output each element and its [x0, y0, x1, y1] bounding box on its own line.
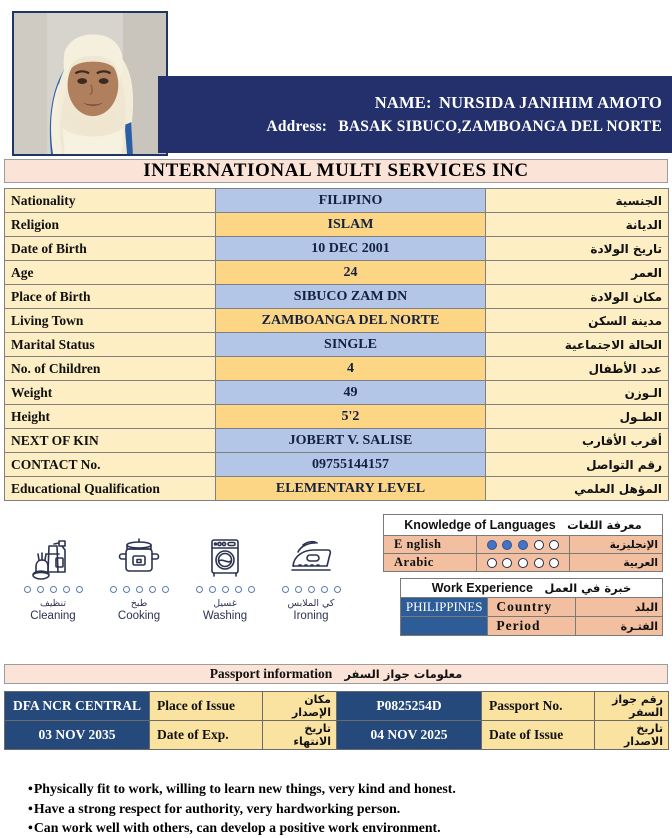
company-title-banner	[4, 159, 668, 183]
language-row	[384, 554, 663, 572]
info-value: FILIPINO	[216, 189, 486, 213]
skill-rating-dot[interactable]	[136, 586, 143, 593]
avatar	[12, 11, 168, 156]
work-experience-table	[400, 578, 663, 636]
skill-label-arabic: طبخ	[130, 598, 148, 609]
language-rating-dot[interactable]	[502, 540, 512, 550]
passport-key-right-arabic: رقم جواز السفر	[595, 692, 669, 721]
skills-section	[8, 528, 368, 633]
work-title-ar: خبرة في العمل	[544, 581, 632, 595]
info-label-arabic: عدد الأطفال	[486, 357, 669, 381]
info-value: ISLAM	[216, 213, 486, 237]
info-label: Living Town	[5, 309, 216, 333]
language-name-arabic: العربية	[570, 554, 663, 572]
skill-label-english: Cooking	[117, 610, 161, 622]
skill-rating-dot[interactable]	[222, 586, 229, 593]
passport-title-en: Passport information	[209, 666, 333, 681]
passport-key-right-arabic: تاريخ الاصدار	[595, 721, 669, 750]
work-key: Country	[488, 598, 575, 617]
skill-rating-dot[interactable]	[248, 586, 255, 593]
info-value: JOBERT V. SALISE	[216, 429, 486, 453]
languages-header-cell	[384, 515, 663, 536]
language-name-arabic: الإنجليزية	[570, 536, 663, 554]
table-row	[5, 333, 669, 357]
passport-value-left: 03 NOV 2035	[5, 721, 150, 750]
applicant-address-line	[266, 115, 662, 139]
passport-key-left-arabic: تاريخ الانتهاء	[263, 721, 337, 750]
language-rating-dot[interactable]	[502, 558, 512, 568]
skill-rating-dot[interactable]	[149, 586, 156, 593]
skill-rating-dot[interactable]	[334, 586, 341, 593]
info-label-arabic: تاريخ الولادة	[486, 237, 669, 261]
skill-rating[interactable]	[94, 586, 184, 593]
passport-value-left: DFA NCR CENTRAL	[5, 692, 150, 721]
info-label-arabic: الطـول	[486, 405, 669, 429]
skill-label-arabic: كي الملابس	[287, 598, 335, 609]
info-value: ELEMENTARY LEVEL	[216, 477, 486, 501]
work-key-arabic: الفتـرة	[575, 617, 662, 636]
skill-rating-dot[interactable]	[123, 586, 130, 593]
applicant-name-line	[375, 90, 662, 116]
info-value: 5'2	[216, 405, 486, 429]
info-label: No. of Children	[5, 357, 216, 381]
cleaning-spray-bucket-icon	[8, 528, 98, 580]
remarks-list	[28, 779, 648, 838]
skill-rating-dot[interactable]	[76, 586, 83, 593]
info-label: Weight	[5, 381, 216, 405]
company-title: INTERNATIONAL MULTI SERVICES INC	[143, 160, 529, 181]
table-row	[5, 357, 669, 381]
passport-key-right: Date of Issue	[482, 721, 595, 750]
info-value: 49	[216, 381, 486, 405]
languages-title-en: Knowledge of Languages	[404, 518, 556, 532]
info-label: Marital Status	[5, 333, 216, 357]
work-header-row	[401, 579, 663, 598]
info-label-arabic: العمر	[486, 261, 669, 285]
info-label: Age	[5, 261, 216, 285]
passport-row	[5, 721, 669, 750]
info-label: Height	[5, 405, 216, 429]
clothes-iron-icon	[266, 528, 356, 580]
language-rating-dot[interactable]	[518, 540, 528, 550]
language-name: Arabic	[384, 554, 477, 572]
info-label: Religion	[5, 213, 216, 237]
info-label: Date of Birth	[5, 237, 216, 261]
info-label: Nationality	[5, 189, 216, 213]
work-value	[401, 617, 488, 636]
name-value: NURSIDA JANIHIM AMOTO	[438, 92, 662, 112]
skill-item	[266, 528, 356, 622]
info-label-arabic: أقرب الأقارب	[486, 429, 669, 453]
info-label-arabic: الجنسية	[486, 189, 669, 213]
skill-item	[8, 528, 98, 622]
table-row	[5, 405, 669, 429]
table-row	[5, 309, 669, 333]
language-row	[384, 536, 663, 554]
cooking-pot-icon	[94, 528, 184, 580]
passport-value-right: 04 NOV 2025	[337, 721, 482, 750]
skill-rating-dot[interactable]	[321, 586, 328, 593]
remark-line: • Physically fit to work, willing to learn new things, very kind and honest.	[28, 779, 648, 799]
info-label-arabic: مكان الولادة	[486, 285, 669, 309]
table-row	[5, 477, 669, 501]
skill-rating-dot[interactable]	[50, 586, 57, 593]
skill-item	[180, 528, 270, 622]
passport-table	[4, 691, 669, 750]
table-row	[5, 285, 669, 309]
language-name: E nglish	[384, 536, 477, 554]
passport-key-right: Passport No.	[482, 692, 595, 721]
info-value: 09755144157	[216, 453, 486, 477]
skill-rating-dot[interactable]	[196, 586, 203, 593]
info-value: ZAMBOANGA DEL NORTE	[216, 309, 486, 333]
language-rating[interactable]	[477, 554, 570, 572]
skill-item	[94, 528, 184, 622]
languages-title-ar: معرفة اللغات	[567, 518, 642, 532]
skill-rating-dot[interactable]	[209, 586, 216, 593]
info-label: Educational Qualification	[5, 477, 216, 501]
passport-title-ar: معلومات جواز السفر	[344, 667, 463, 681]
language-rating-dot[interactable]	[487, 540, 497, 550]
address-value: BASAK SIBUCO,ZAMBOANGA DEL NORTE	[338, 118, 662, 136]
table-row	[5, 381, 669, 405]
skill-rating[interactable]	[180, 586, 270, 593]
info-value: SINGLE	[216, 333, 486, 357]
table-row	[5, 261, 669, 285]
languages-header-row	[384, 515, 663, 536]
info-value: SIBUCO ZAM DN	[216, 285, 486, 309]
info-label-arabic: مدينة السكن	[486, 309, 669, 333]
passport-key-left: Place of Issue	[150, 692, 263, 721]
skill-rating-dot[interactable]	[37, 586, 44, 593]
languages-table	[383, 514, 663, 572]
language-rating-dot[interactable]	[534, 558, 544, 568]
skill-rating-dot[interactable]	[235, 586, 242, 593]
skill-rating-dot[interactable]	[308, 586, 315, 593]
skill-rating-dot[interactable]	[282, 586, 289, 593]
info-value: 24	[216, 261, 486, 285]
work-title-en: Work Experience	[431, 581, 533, 595]
skill-rating-dot[interactable]	[24, 586, 31, 593]
skill-rating-dot[interactable]	[63, 586, 70, 593]
skill-label-english: Washing	[202, 610, 248, 622]
skill-rating-dot[interactable]	[110, 586, 117, 593]
skill-label-arabic: غسيل	[213, 598, 237, 609]
table-row	[5, 453, 669, 477]
skill-rating[interactable]	[266, 586, 356, 593]
passport-row	[5, 692, 669, 721]
applicant-portrait-image	[14, 13, 166, 154]
work-key: Period	[488, 617, 575, 636]
info-label-arabic: المؤهل العلمي	[486, 477, 669, 501]
language-rating-dot[interactable]	[487, 558, 497, 568]
skill-label-english: Ironing	[293, 610, 329, 622]
table-row	[5, 429, 669, 453]
table-row	[5, 189, 669, 213]
name-label: NAME:	[374, 92, 432, 112]
work-experience-row	[401, 598, 663, 617]
table-row	[5, 237, 669, 261]
work-header-cell	[401, 579, 663, 598]
address-label: Address:	[266, 118, 328, 136]
language-rating-dot[interactable]	[549, 558, 559, 568]
skill-rating-dot[interactable]	[162, 586, 169, 593]
passport-key-left-arabic: مكان الإصدار	[263, 692, 337, 721]
skill-label-english: Cleaning	[30, 610, 76, 622]
skill-rating[interactable]	[8, 586, 98, 593]
language-rating-dot[interactable]	[534, 540, 544, 550]
language-rating-dot[interactable]	[549, 540, 559, 550]
work-experience-row	[401, 617, 663, 636]
table-row	[5, 213, 669, 237]
washing-machine-icon	[180, 528, 270, 580]
info-value: 4	[216, 357, 486, 381]
language-rating-dot[interactable]	[518, 558, 528, 568]
work-value: PHILIPPINES	[401, 598, 488, 617]
passport-key-left: Date of Exp.	[150, 721, 263, 750]
info-label: NEXT OF KIN	[5, 429, 216, 453]
remark-line: • Have a strong respect for authority, very hardworking person.	[28, 799, 648, 819]
info-label-arabic: الـوزن	[486, 381, 669, 405]
name-address-band	[158, 76, 672, 153]
info-label-arabic: الديانة	[486, 213, 669, 237]
skill-label-arabic: تنظيف	[39, 598, 66, 609]
info-label-arabic: رقم التواصل	[486, 453, 669, 477]
info-value: 10 DEC 2001	[216, 237, 486, 261]
info-label-arabic: الحالة الاجتماعية	[486, 333, 669, 357]
work-key-arabic: البلد	[575, 598, 662, 617]
header	[0, 0, 672, 158]
personal-info-table	[4, 188, 669, 501]
info-label: Place of Birth	[5, 285, 216, 309]
skill-rating-dot[interactable]	[295, 586, 302, 593]
language-rating[interactable]	[477, 536, 570, 554]
passport-value-right: P0825254D	[337, 692, 482, 721]
passport-title-banner	[4, 664, 668, 684]
remark-line: • Can work well with others, can develop a positive work environment.	[28, 818, 648, 838]
info-label: CONTACT No.	[5, 453, 216, 477]
